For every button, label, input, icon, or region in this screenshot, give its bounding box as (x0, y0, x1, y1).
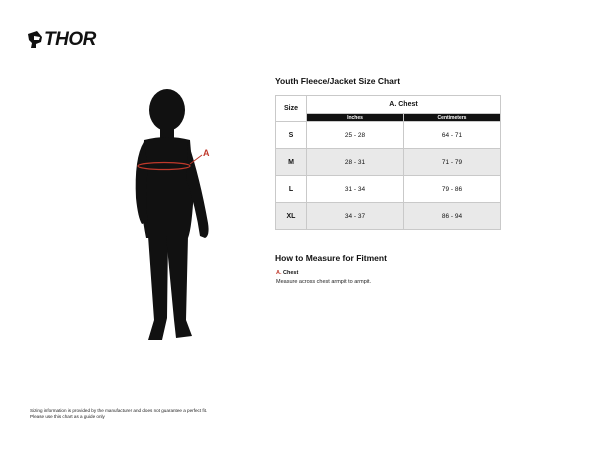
chart-title: Youth Fleece/Jacket Size Chart (275, 76, 401, 86)
table-row (276, 149, 501, 176)
table-row (276, 122, 501, 149)
cm-cell: 86 - 94 (404, 203, 501, 230)
footnote-line-2: Please use this chart as a guide only (30, 414, 105, 419)
centimeters-header: Centimeters (404, 114, 501, 122)
measure-label-letter: A. (276, 270, 282, 276)
inches-cell: 31 - 34 (307, 176, 404, 203)
chest-marker-label: A (203, 148, 210, 158)
cm-cell: 79 - 86 (404, 176, 501, 203)
footnote-line-1: Sizing information is provided by the manufacturer and does not guarantee a perfect fit. (30, 408, 208, 413)
size-cell: L (276, 176, 307, 203)
table-row (276, 203, 501, 230)
table-row (276, 176, 501, 203)
child-silhouette (130, 88, 230, 348)
size-cell: M (276, 149, 307, 176)
measure-label-name: Chest (283, 270, 299, 276)
inches-header: Inches (307, 114, 404, 122)
measure-description: Measure across chest armpit to armpit. (276, 279, 372, 285)
chest-header: A. Chest (307, 96, 501, 114)
inches-cell: 25 - 28 (307, 122, 404, 149)
cm-cell: 64 - 71 (404, 122, 501, 149)
thor-helmet-logo-icon (27, 31, 43, 49)
size-chart-table (275, 95, 501, 230)
measure-label (276, 270, 298, 276)
size-header: Size (276, 96, 307, 122)
size-cell: XL (276, 203, 307, 230)
measure-title: How to Measure for Fitment (275, 253, 387, 263)
inches-cell: 28 - 31 (307, 149, 404, 176)
cm-cell: 71 - 79 (404, 149, 501, 176)
brand-name: THOR (44, 29, 96, 50)
inches-cell: 34 - 37 (307, 203, 404, 230)
sizing-footnote (30, 408, 207, 420)
size-cell: S (276, 122, 307, 149)
brand-logo (27, 30, 96, 49)
